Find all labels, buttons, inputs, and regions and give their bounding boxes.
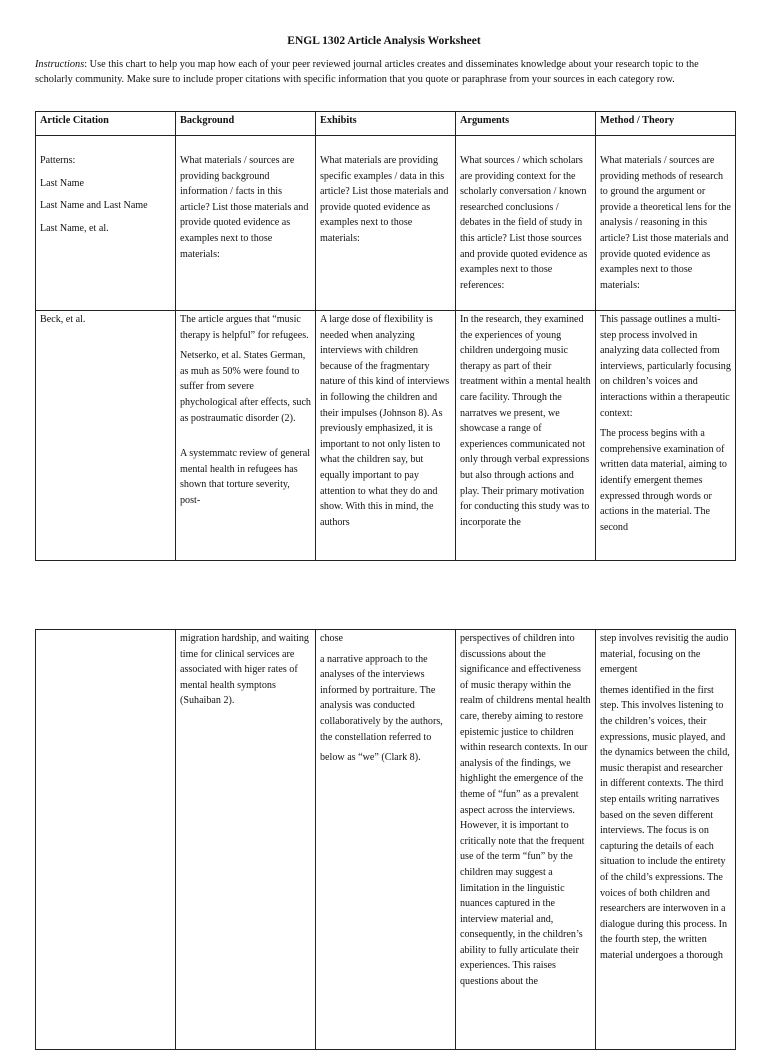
pattern-line: Last Name, et al. (40, 222, 109, 234)
header-row (36, 112, 736, 136)
analysis-table-continued (35, 629, 736, 1050)
exhibits-paragraph: A large dose of flexibility is needed when analyzing interviews with children because of the fragmentary nature of this kind of interviews in following the children and their impulses (Johnson 8). As previously emphasized, it is important to not only listen to what the children say, but equally important to pay attention to what they do and show. With this in mind, the authors (320, 314, 450, 528)
continued-row (36, 630, 736, 1050)
page-title: ENGL 1302 Article Analysis Worksheet (287, 35, 481, 47)
citation-text: Beck, et al. (40, 314, 86, 325)
background-paragraph: The article argues that “music therapy is helpful” for refugees. (180, 314, 309, 341)
exhibits-paragraph: chose (320, 633, 343, 644)
exhibits-cell-continued (316, 630, 456, 1050)
arguments-paragraph: In the research, they examined the experiences of young children undergoing music therapy as part of their treatment within a mental health care facility. Through the narratves we present, we showcase a range of experiences communicated not only through verbal expressions but also through actions and play. Their primary motivation for conducting this study was to incorporate the (460, 314, 591, 528)
background-paragraph: Netserko, et al. States German, as muh as 50% were found to suffer from severe phychological after effects, such as postraumatic disorder (2). (180, 350, 311, 424)
header-arguments: Arguments (456, 112, 596, 136)
method-cell-continued (596, 630, 736, 1050)
arguments-prompt-cell (456, 136, 596, 311)
method-paragraph: step involves revisitig the audio material, focusing on the emergent (600, 633, 729, 676)
exhibits-cell (316, 311, 456, 561)
header-background: Background (176, 112, 316, 136)
exhibits-paragraph: a narrative approach to the analyses of the interviews informed by portraiture. The analysis was conducted collaboratively by the authors, the constellation referred to (320, 653, 443, 743)
exhibits-prompt: What materials are providing specific examples / data in this article? List those materials and provide quoted evidence as examples next to those materials: (320, 155, 449, 244)
background-cell-continued (176, 630, 316, 1050)
exhibits-prompt-cell (316, 136, 456, 311)
analysis-table (35, 111, 736, 561)
instructions-text: : Use this chart to help you map how each of your peer reviewed journal articles creates and disseminates knowledge about your research topic to the scholarly community. Make sure to include proper citations with specific information that you quote or paraphrase from your sources in each category row. (35, 59, 699, 85)
header-exhibits: Exhibits (316, 112, 456, 136)
instructions-label: Instructions (35, 59, 85, 70)
pattern-line: Patterns: (40, 155, 76, 166)
entry-row (36, 311, 736, 561)
method-paragraph: The process begins with a comprehensive examination of written data material, aiming to identify emergent themes expressed through words or actions in the material. The second (600, 428, 727, 533)
method-cell (596, 311, 736, 561)
header-article-citation: Article Citation (36, 112, 176, 136)
arguments-prompt: What sources / which scholars are providing context for the scholarly conversation / known researched conclusions / debates in the field of study in this article? List those sources and provide quoted evidence as examples next to those references: (460, 155, 588, 291)
method-prompt: What materials / sources are providing methods of research to ground the argument or provide a theoretical lens for the analysis / reasoning in this article? List those materials and provide quoted evidence as examples next to those materials: (600, 155, 731, 291)
background-prompt-cell (176, 136, 316, 311)
citation-cell (36, 311, 176, 561)
background-paragraph: migration hardship, and waiting time for clinical services are associated with higer rates of mental health symptons (Suhaiban 2). (180, 633, 309, 707)
background-prompt: What materials / sources are providing background information / facts in this article? List those materials and provide quoted evidence as examples next to those materials: (180, 155, 309, 260)
guide-row (36, 136, 736, 311)
instructions (35, 57, 735, 87)
citation-patterns-cell (36, 136, 176, 311)
header-method-theory: Method / Theory (596, 112, 736, 136)
method-paragraph: themes identified in the first step. This involves listening to the children’s voices, their expressions, music played, and the dynamics between the child, music therapist and researcher in different contexts. The third step entails writing narratives based on the seven different interviews. The focus is on capturing the details of each situation to include the entirety of the child’s expressions. The voices of both children and researchers are interwoven in a dialogue during this process. In the fourth step, the written material undergoes a thorough (600, 684, 730, 961)
method-prompt-cell (596, 136, 736, 311)
background-paragraph: A systemmatc review of general mental health in refugees has shown that torture severity, post- (180, 448, 311, 506)
citation-cell-continued (36, 630, 176, 1050)
exhibits-paragraph: below as “we” (Clark 8). (320, 752, 421, 764)
background-cell (176, 311, 316, 561)
pattern-line: Last Name and Last Name (40, 200, 148, 212)
arguments-cell (456, 311, 596, 561)
pattern-line: Last Name (40, 177, 85, 189)
method-paragraph: This passage outlines a multi-step process involved in analyzing data collected from interviews, particularly focusing on children’s voices and interactions within a therapeutic context: (600, 314, 731, 419)
arguments-paragraph: perspectives of children into discussions about the significance and effectiveness of music therapy within the realm of childrens mental health care, thereby aiming to restore epistemic justice to children within research contexts. In our analysis of the findings, we highlight the emergence of the theme of “fun” as a prevalent aspect across the interviews. However, it is important to critically note that the frequent use of the term “fun” by the children may suggest a limitation in the linguistic nuances captured in the interview material and, consequently, in the children’s ability to fully articulate their experiences. This raises questions about the (460, 633, 591, 988)
arguments-cell-continued (456, 630, 596, 1050)
